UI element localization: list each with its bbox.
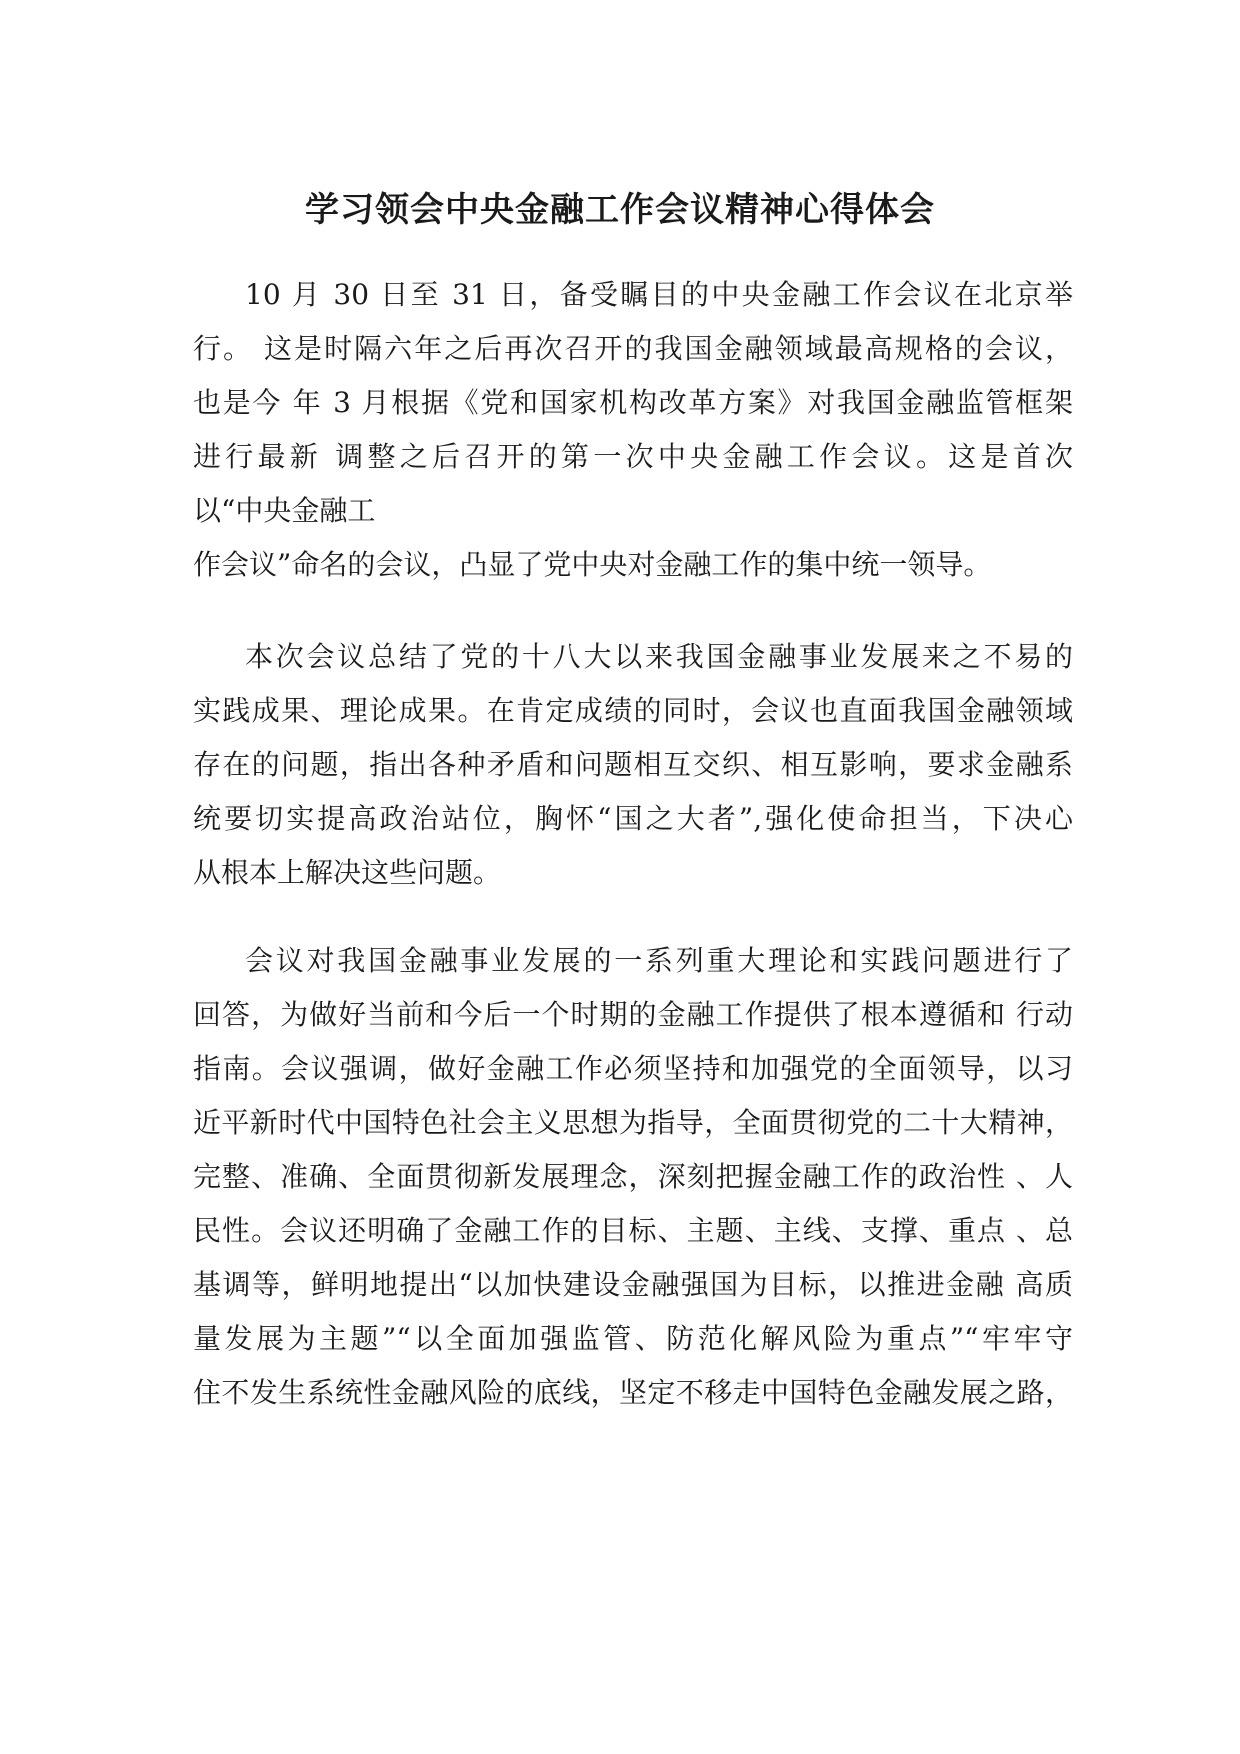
paragraph-line: 近平新时代中国特色社会主义思想为指导，全面贯彻党的二十大精神， [193, 1106, 1073, 1139]
paragraph-line: 存在的问题，指出各种矛盾和问题相互交织、相互影响，要求金融系 [193, 748, 1073, 781]
paragraph-line: 住不发生系统性金融风险的底线，坚定不移走中国特色金融发展之路， [193, 1376, 1073, 1409]
paragraph-line: 10 月 30 日至 31 日，备受瞩目的中央金融工作会议在北京举 [245, 278, 1073, 311]
paragraph-line: 作会议”命名的会议，凸显了党中央对金融工作的集中统一领导。 [193, 548, 992, 581]
paragraph-line: 量发展为主题”“以全面加强监管、防范化解风险为重点”“牢牢守 [193, 1322, 1073, 1355]
paragraph-line: 从根本上解决这些问题。 [193, 856, 502, 889]
paragraph-line: 行。 这是时隔六年之后再次召开的我国金融领域最高规格的会议， [193, 332, 1073, 365]
paragraph-line: 统要切实提高政治站位，胸怀“国之大者”,强化使命担当，下决心 [193, 802, 1073, 835]
paragraph-line: 实践成果、理论成果。在肯定成绩的同时，会议也直面我国金融领域 [193, 694, 1073, 727]
paragraph-line: 进行最新 调整之后召开的第一次中央金融工作会议。这是首次 [193, 440, 1073, 473]
paragraph-line: 指南。会议强调，做好金融工作必须坚持和加强党的全面领导，以习 [193, 1052, 1073, 1085]
paragraph-line: 会议对我国金融事业发展的一系列重大理论和实践问题进行了 [245, 944, 1073, 977]
paragraph-1 [193, 268, 1073, 592]
paragraph-3 [193, 934, 1073, 1420]
paragraph-line: 回答，为做好当前和今后一个时期的金融工作提供了根本遵循和 行动 [193, 998, 1073, 1031]
paragraph-line: 本次会议总结了党的十八大以来我国金融事业发展来之不易的 [245, 640, 1073, 673]
paragraph-line: 也是今 年 3 月根据《党和国家机构改革方案》对我国金融监管框架 [193, 386, 1073, 419]
paragraph-line: 完整、准确、全面贯彻新发展理念，深刻把握金融工作的政治性 、人 [193, 1160, 1073, 1193]
paragraph-2 [193, 630, 1073, 900]
document-title: 学习领会中央金融工作会议精神心得体会 [305, 190, 935, 230]
paragraph-line: 民性。会议还明确了金融工作的目标、主题、主线、支撑、重点 、总 [193, 1214, 1073, 1247]
paragraph-line: 以“中央金融工 [193, 494, 376, 527]
paragraph-line: 基调等，鲜明地提出“以加快建设金融强国为目标，以推进金融 高质 [193, 1268, 1073, 1301]
